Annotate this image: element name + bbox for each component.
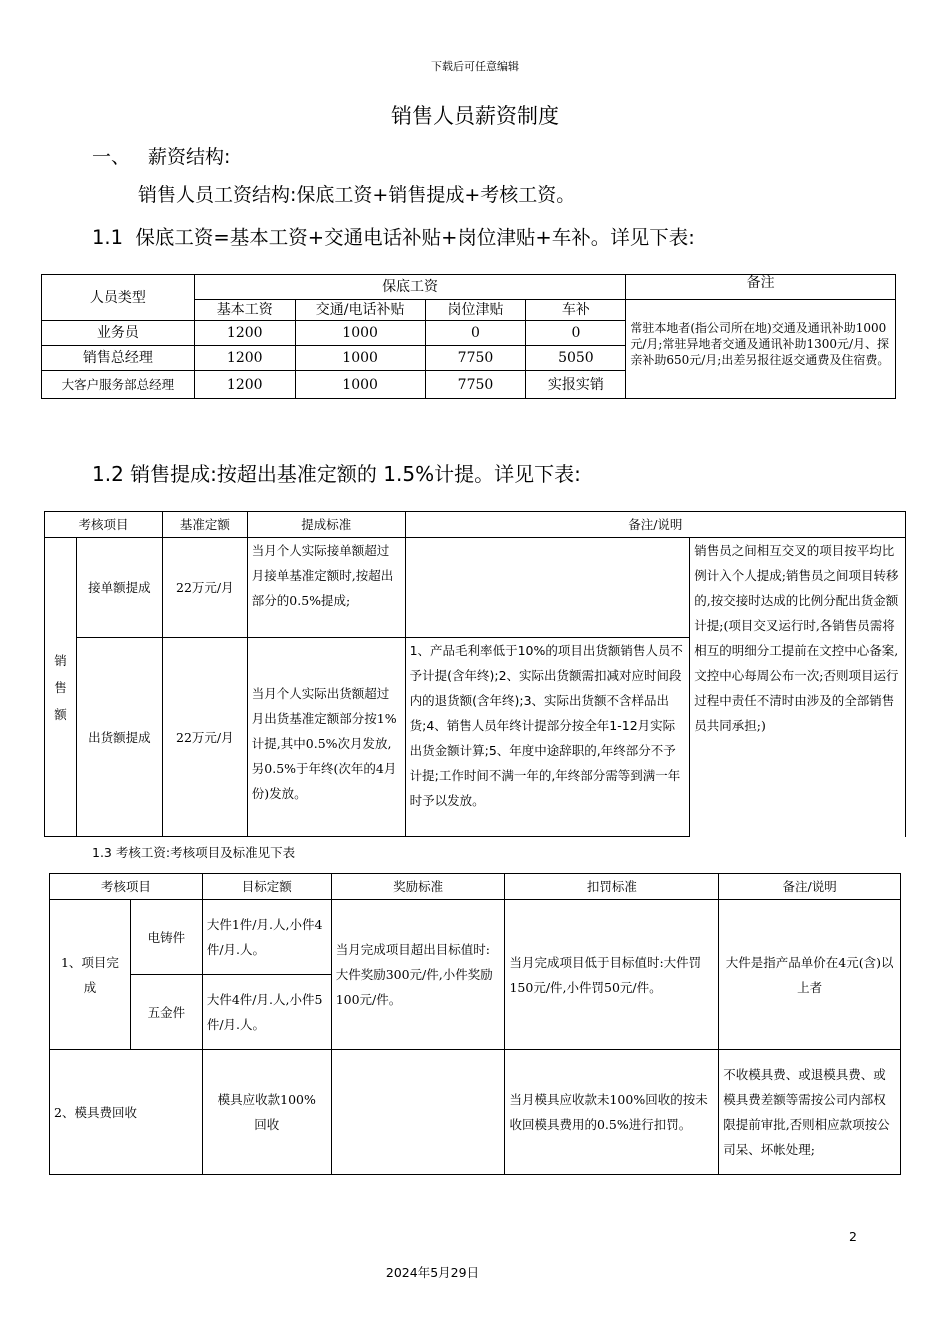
footer-date: 2024年5月29日 xyxy=(385,1265,480,1280)
cell: 1200 xyxy=(194,371,295,399)
reward-mold xyxy=(331,1050,505,1175)
sub-hardware: 五金件 xyxy=(130,975,202,1050)
header-item: 考核项目 xyxy=(45,512,163,538)
header-note: 下载后可任意编辑 xyxy=(431,60,519,73)
header-quota: 基准定额 xyxy=(162,512,247,538)
structure-line: 销售人员工资结构:保底工资+销售提成+考核工资。 xyxy=(138,184,576,206)
item-mold: 2、模具费回收 xyxy=(50,1050,203,1175)
remark-cell: 常驻本地者(指公司所在地)交通及通讯补助1000元/月;常驻异地者交通及通讯补助1300元/月、探亲补助650元/月;出差另报往返交通费及住宿费。 xyxy=(626,300,896,399)
item-order: 接单额提成 xyxy=(76,538,162,638)
person-type: 销售总经理 xyxy=(42,346,195,371)
cell: 7750 xyxy=(425,346,526,371)
note-right: 销售员之间相互交叉的项目按平均比例计入个人提成;销售员之间项目转移的,按交接时达成的比例分配出货金额计提;(项目交叉运行时,各销售员需将相互的明细分工提前在文控中心备案,文控中心每周公布一次;否则项目运行过程中责任不清时由涉及的全部销售员共同承担;) xyxy=(690,538,906,837)
note-project: 大件是指产品单价在4元(含)以上者 xyxy=(719,900,901,1050)
header-remark: 备注 xyxy=(626,275,896,300)
header-note: 备注/说明 xyxy=(405,512,905,538)
cell: 1200 xyxy=(194,346,295,371)
sub-electroform: 电铸件 xyxy=(130,900,202,975)
cell: 1200 xyxy=(194,321,295,346)
assessment-table xyxy=(49,873,901,1175)
quota-shipment: 22万元/月 xyxy=(162,638,247,837)
subheader: 岗位津贴 xyxy=(425,300,526,321)
section-1-1-line: 1.1 保底工资=基本工资+交通电话补贴+岗位津贴+车补。详见下表: xyxy=(92,226,695,249)
note-empty xyxy=(405,538,690,638)
cell: 0 xyxy=(526,321,626,346)
person-type: 业务员 xyxy=(42,321,195,346)
subheader: 车补 xyxy=(526,300,626,321)
cell: 1000 xyxy=(295,371,425,399)
section-title: 薪资结构: xyxy=(148,146,231,168)
base-salary-table xyxy=(41,274,896,399)
group-sales: 销售额 xyxy=(45,538,77,837)
subheader: 基本工资 xyxy=(194,300,295,321)
cell: 0 xyxy=(425,321,526,346)
header-item: 考核项目 xyxy=(50,874,203,900)
note-mid: 1、产品毛利率低于10%的项目出货额销售人员不予计提(含年终);2、实际出货额需扣减对应时间段内的退货额(含年终);3、实际出货额不含样品出货;4、销售人员年终计提部分按全年1-12月实际出货金额计算;5、年度中途辞职的,年终部分不予计提;工作时间不满一年的,年终部分需等到满一年时予以发放。 xyxy=(405,638,690,837)
person-type: 大客户服务部总经理 xyxy=(42,371,195,399)
reward-project: 当月完成项目超出目标值时:大件奖励300元/件,小件奖励100元/件。 xyxy=(331,900,505,1050)
penalty-project: 当月完成项目低于目标值时:大件罚150元/件,小件罚50元/件。 xyxy=(505,900,719,1050)
header-standard: 提成标准 xyxy=(247,512,405,538)
header-quota: 目标定额 xyxy=(202,874,331,900)
commission-table xyxy=(44,511,906,837)
header-penalty: 扣罚标准 xyxy=(505,874,719,900)
header-person-type: 人员类型 xyxy=(42,275,195,321)
table-right-border xyxy=(905,537,906,837)
cell: 7750 xyxy=(425,371,526,399)
page-title: 销售人员薪资制度 xyxy=(391,104,559,128)
section-1-3-line: 1.3 考核工资:考核项目及标准见下表 xyxy=(92,845,296,860)
header-base-salary: 保底工资 xyxy=(194,275,626,300)
header-note: 备注/说明 xyxy=(719,874,901,900)
item-project: 1、项目完成 xyxy=(50,900,131,1050)
cell: 实报实销 xyxy=(526,371,626,399)
page-number: 2 xyxy=(849,1229,857,1244)
quota-order: 22万元/月 xyxy=(162,538,247,638)
standard-order: 当月个人实际接单额超过月接单基准定额时,按超出部分的0.5%提成; xyxy=(247,538,405,638)
note-mold: 不收模具费、或退模具费、或模具费差额等需按公司内部权限提前审批,否则相应款项按公司呆、坏帐处理; xyxy=(719,1050,901,1175)
header-reward: 奖励标准 xyxy=(331,874,505,900)
quota-hardware: 大件4件/月.人,小件5件/月.人。 xyxy=(202,975,331,1050)
section-1-2-line: 1.2 销售提成:按超出基准定额的 1.5%计提。详见下表: xyxy=(92,462,581,486)
quota-mold: 模具应收款100%回收 xyxy=(202,1050,331,1175)
cell: 1000 xyxy=(295,321,425,346)
subheader: 交通/电话补贴 xyxy=(295,300,425,321)
cell: 1000 xyxy=(295,346,425,371)
item-shipment: 出货额提成 xyxy=(76,638,162,837)
standard-shipment: 当月个人实际出货额超过月出货基准定额部分按1%计提,其中0.5%次月发放,另0.5%于年终(次年的4月份)发放。 xyxy=(247,638,405,837)
quota-electroform: 大件1件/月.人,小件4件/月.人。 xyxy=(202,900,331,975)
cell: 5050 xyxy=(526,346,626,371)
penalty-mold: 当月模具应收款未100%回收的按未收回模具费用的0.5%进行扣罚。 xyxy=(505,1050,719,1175)
section-number: 一、 xyxy=(92,146,131,168)
